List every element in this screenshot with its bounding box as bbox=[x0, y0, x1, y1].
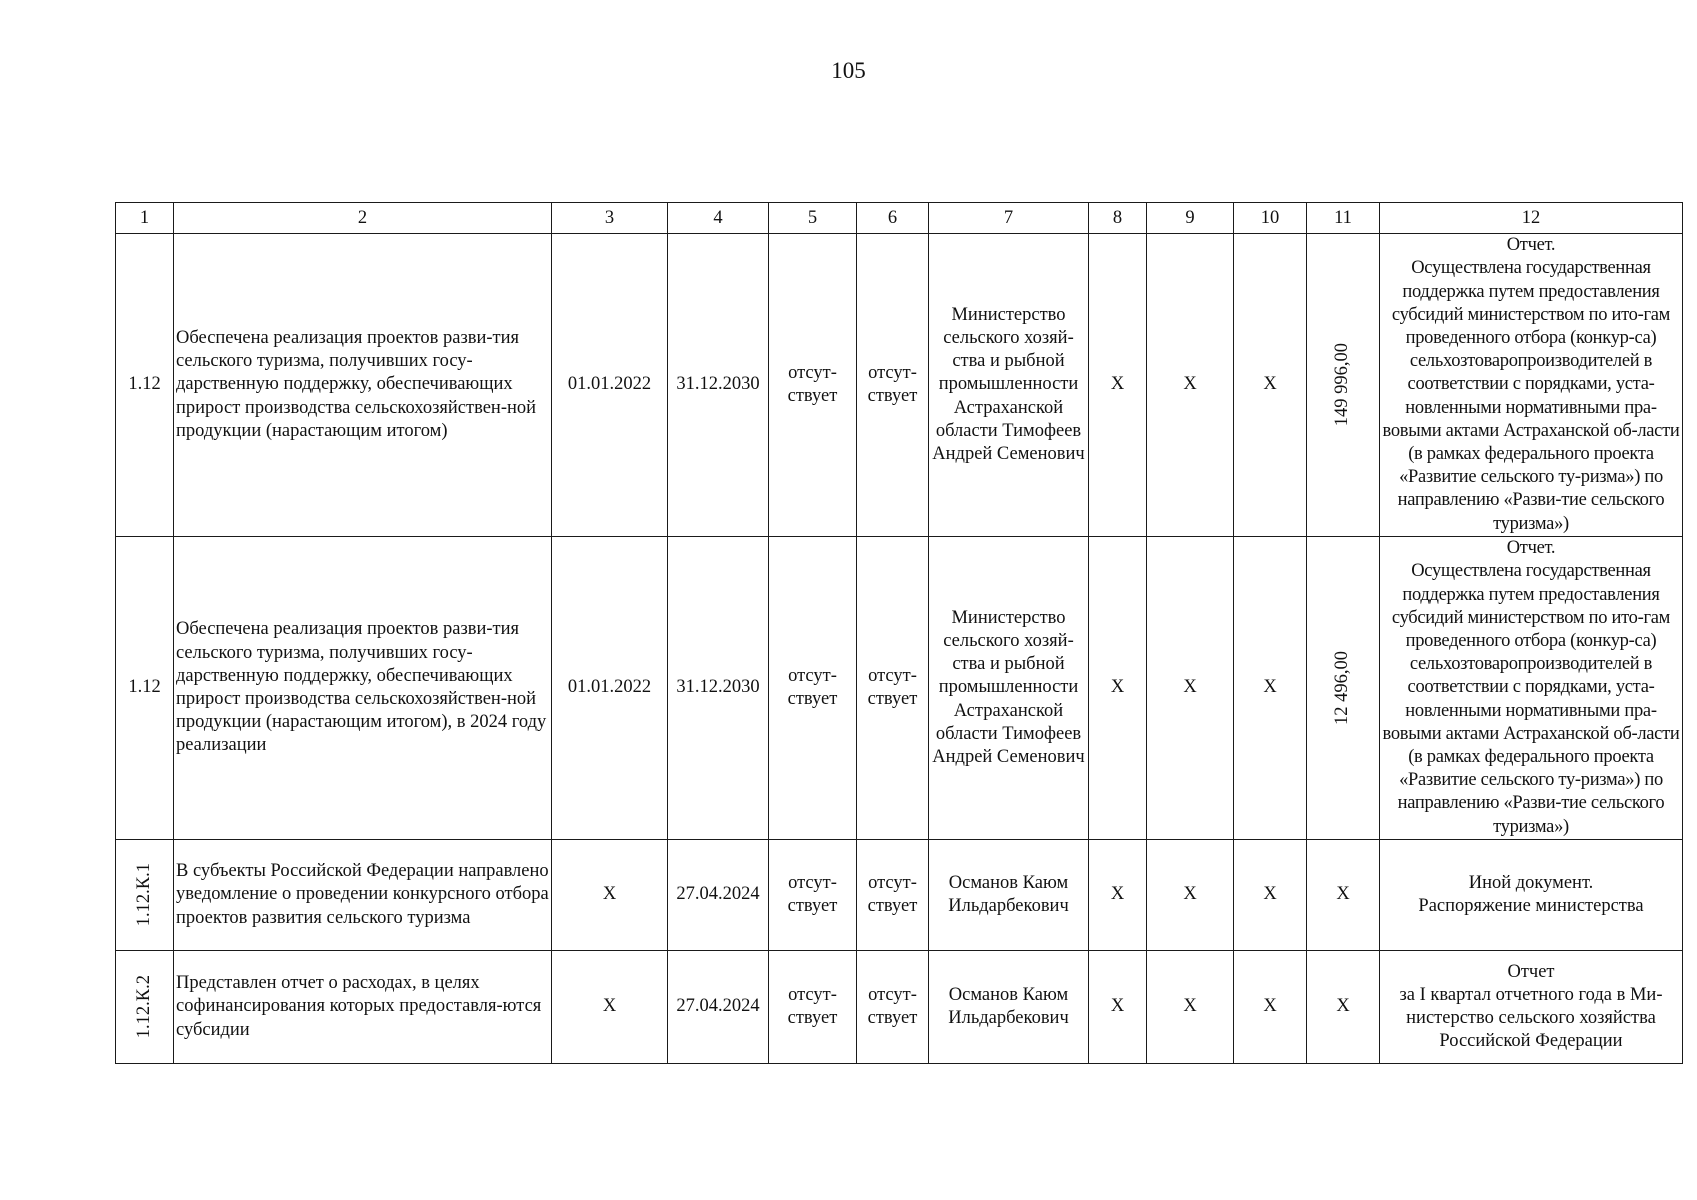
row-number-cell bbox=[116, 951, 174, 1064]
start-date: Х bbox=[552, 951, 668, 1064]
col6-value: отсут-ствует bbox=[857, 951, 929, 1064]
col5-value: отсут-ствует bbox=[769, 840, 857, 951]
header-cell: 10 bbox=[1234, 203, 1307, 234]
col5-value: отсут-ствует bbox=[769, 537, 857, 840]
row-number: 1.12.К.1 bbox=[133, 863, 154, 927]
responsible: Османов Каюм Ильдарбекович bbox=[929, 951, 1089, 1064]
col10-value: Х bbox=[1234, 951, 1307, 1064]
table-row bbox=[116, 537, 1683, 840]
table-row bbox=[116, 840, 1683, 951]
col9-value: Х bbox=[1147, 840, 1234, 951]
result-text: Иной документ. Распоряжение министерства bbox=[1418, 872, 1644, 916]
col11-value bbox=[1307, 537, 1380, 840]
col9-value: Х bbox=[1147, 537, 1234, 840]
start-date: 01.01.2022 bbox=[552, 537, 668, 840]
header-cell: 12 bbox=[1380, 203, 1683, 234]
col5-value: отсут-ствует bbox=[769, 951, 857, 1064]
col10-value: Х bbox=[1234, 537, 1307, 840]
result-text: Отчет. Осуществлена государственная поддержка путем предоставления субсидий министерством по ито-гам проведенного отбора (конкур-са) сельхозтоваропроизводителей в соответствии с порядками, уста-новленными нормативными пра-вовыми актами Астраханской об-ласти (в рамках федерального проекта «Развитие сельского ту-ризма») по направлению «Разви-тие сельского туризма») bbox=[1382, 235, 1680, 534]
row-number: 1.12.К.2 bbox=[133, 975, 154, 1039]
result-text: Отчет. Осуществлена государственная поддержка путем предоставления субсидий министерством по ито-гам проведенного отбора (конкур-са) сельхозтоваропроизводителей в соответствии с порядками, уста-новленными нормативными пра-вовыми актами Астраханской об-ласти (в рамках федерального проекта «Развитие сельского ту-ризма») по направлению «Разви-тие сельского туризма») bbox=[1382, 538, 1680, 837]
col6-value: отсут-ствует bbox=[857, 234, 929, 537]
col11-value bbox=[1307, 234, 1380, 537]
result-cell bbox=[1380, 537, 1683, 840]
plan-table bbox=[115, 202, 1683, 1064]
col8-value: Х bbox=[1089, 840, 1147, 951]
row-number: 1.12 bbox=[116, 537, 174, 840]
col10-value: Х bbox=[1234, 840, 1307, 951]
row-description: В субъекты Российской Федерации направлено уведомление о проведении конкурсного отбора проектов развития сельского туризма bbox=[174, 840, 552, 951]
col10-value: Х bbox=[1234, 234, 1307, 537]
end-date: 31.12.2030 bbox=[668, 234, 769, 537]
result-cell bbox=[1380, 951, 1683, 1064]
col8-value: Х bbox=[1089, 951, 1147, 1064]
col9-value: Х bbox=[1147, 234, 1234, 537]
col6-value: отсут-ствует bbox=[857, 537, 929, 840]
row-description: Представлен отчет о расходах, в целях софинансирования которых предоставля-ются субсидии bbox=[174, 951, 552, 1064]
row-number: 1.12 bbox=[116, 234, 174, 537]
row-number-cell bbox=[116, 840, 174, 951]
header-cell: 8 bbox=[1089, 203, 1147, 234]
end-date: 27.04.2024 bbox=[668, 840, 769, 951]
col8-value: Х bbox=[1089, 537, 1147, 840]
table-row bbox=[116, 234, 1683, 537]
header-cell: 4 bbox=[668, 203, 769, 234]
col5-value: отсут-ствует bbox=[769, 234, 857, 537]
page-number: 105 bbox=[831, 58, 866, 83]
row-description: Обеспечена реализация проектов разви-тия сельского туризма, получивших госу-дарственную поддержку, обеспечивающих прирост производства сельскохозяйствен-ной продукции (нарастающим итогом) bbox=[174, 234, 552, 537]
header-cell: 11 bbox=[1307, 203, 1380, 234]
col11-value: Х bbox=[1307, 840, 1380, 951]
header-row bbox=[116, 203, 1683, 234]
header-cell: 1 bbox=[116, 203, 174, 234]
funding-amount: 12 496,00 bbox=[1332, 651, 1353, 725]
result-cell bbox=[1380, 840, 1683, 951]
header-cell: 5 bbox=[769, 203, 857, 234]
start-date: Х bbox=[552, 840, 668, 951]
start-date: 01.01.2022 bbox=[552, 234, 668, 537]
responsible: Османов Каюм Ильдарбекович bbox=[929, 840, 1089, 951]
col9-value: Х bbox=[1147, 951, 1234, 1064]
header-cell: 9 bbox=[1147, 203, 1234, 234]
col8-value: Х bbox=[1089, 234, 1147, 537]
col11-value: Х bbox=[1307, 951, 1380, 1064]
header-cell: 3 bbox=[552, 203, 668, 234]
header-cell: 2 bbox=[174, 203, 552, 234]
header-cell: 7 bbox=[929, 203, 1089, 234]
responsible: Министерство сельского хозяй-ства и рыбной промышленности Астраханской области Тимофеев Андрей Семенович bbox=[929, 234, 1089, 537]
row-description: Обеспечена реализация проектов разви-тия сельского туризма, получивших госу-дарственную поддержку, обеспечивающих прирост производства сельскохозяйствен-ной продукции (нарастающим итогом), в 2024 году реализации bbox=[174, 537, 552, 840]
col6-value: отсут-ствует bbox=[857, 840, 929, 951]
end-date: 31.12.2030 bbox=[668, 537, 769, 840]
responsible: Министерство сельского хозяй-ства и рыбной промышленности Астраханской области Тимофеев Андрей Семенович bbox=[929, 537, 1089, 840]
result-cell bbox=[1380, 234, 1683, 537]
funding-amount: 149 996,00 bbox=[1332, 343, 1353, 427]
header-cell: 6 bbox=[857, 203, 929, 234]
table-row bbox=[116, 951, 1683, 1064]
result-text: Отчет за I квартал отчетного года в Ми-нистерство сельского хозяйства Российской Федерации bbox=[1399, 961, 1663, 1052]
end-date: 27.04.2024 bbox=[668, 951, 769, 1064]
